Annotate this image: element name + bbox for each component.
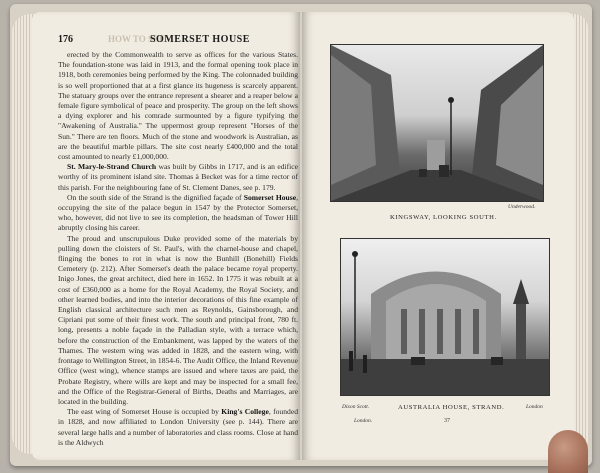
paragraph: On the south side of the Strand is the dignified façade of Somerset House, occupying the site of the palace begun in 1547 by the Protector Somerset, who, however, did not live to see its completion, the headsman of Tower Hill abruptly closing his career. [58,192,298,233]
photo-caption: AUSTRALIA HOUSE, STRAND. [398,404,505,411]
kingsway-photo [330,44,544,202]
running-head-title: SOMERSET HOUSE [150,34,250,45]
footer-left: London. [354,418,373,424]
australia-house-photo [340,238,550,396]
photo-credit-right: London [526,404,543,410]
photo-caption: KINGSWAY, LOOKING SOUTH. [390,214,497,221]
right-page-number: 37 [444,418,450,424]
photo-credit: Underwood. [508,204,536,210]
running-header [58,34,298,48]
photo-credit-left: Dixon Scott. [342,404,370,410]
show-through-text: HOW TO SEE [108,34,166,44]
paragraph: The east wing of Somerset House is occupied by King's College, founded in 1828, and now affiliated to London University (see p. 144). There are several large halls and a number of laboratories and class rooms. Close at hand is the Aldwych [58,407,298,447]
paragraph: St. Mary-le-Strand Church was built by Gibbs in 1717, and is an edifice worthy of its prominent island site. Thomas à Becket was for a time rector of this parish. For the neighbouring fane of St. Clement Danes, see p. 179. [58,162,298,192]
paragraph: erected by the Commonwealth to serve as offices for the various States. The foundation-stone was laid in 1913, and the formal opening took place in 1918, both ceremonies being performed by the King. The colonnaded building is so well proportioned that at a first glance its hugeness is scarcely apparent. The statuary groups over the entrance represent a shearer and a reaper below a female figure symbolical of peace and prosperity. The group on the left shows a dying explorer and his comrade surmounted by a figure typifying the "Awakening of Australia." The uppermost group represent "Horses of the Sun." There are ten floors. Much of the stone and woodwork is Australian, as are the beautiful marble pillars. The site cost nearly £400,000 and the total cost amounted to nearly £1,000,000. [58,50,298,162]
paragraph: The proud and unscrupulous Duke provided some of the materials by pulling down the cloisters of St. Paul's, with the charnel-house and chapel, flinging the bones to rot in what is now the Bunhill (Bonehill) Fields Cemetery (p. 212). After Somerset's death the palace became royal property. Inigo Jones, the great architect, died here in 1652. In 1775 it was rebuilt at a cost of £360,000 as a home for the Royal Academy, the Royal Society, and other learned bodies, and into the interior decorations of this fine example of English classical architecture such men as Reynolds, Gainsborough, and Cipriani put some of their finest work. The south and principal front, 780 ft. long, presents a noble façade in the Palladian style, with a terrace which, before the construction of the Embankment, was lapped by the waters of the Thames. The western wing was added in 1828, and the eastern wing, with frontage to Wellington Street, in 1854-6. The Audit Office, the Inland Revenue Office (west wing), whence stamps are issued and where taxes are paid, the Probate Registry, where wills are kept and may be inspected for a small fee, and the Office of the Registrar-General of Births, Deaths and Marriages, are located in the building. [58,233,298,406]
kingsway-street-illustration [331,45,543,201]
australia-house-illustration [341,239,549,395]
left-page-number: 176 [58,34,73,45]
thumb [548,430,588,473]
left-page-body [58,50,298,448]
